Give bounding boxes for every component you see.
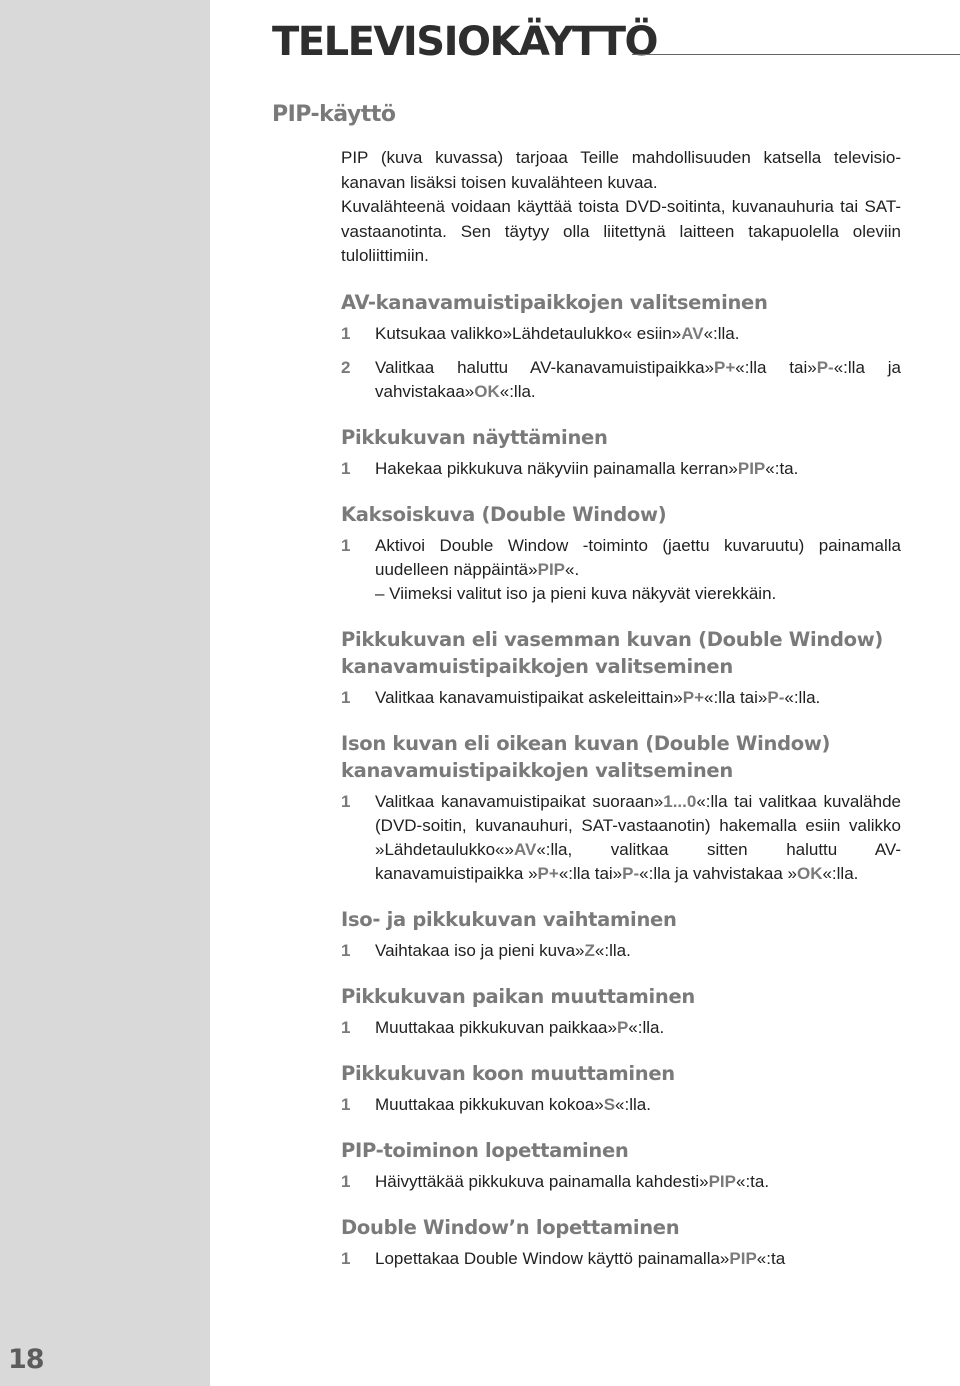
key-label: P-	[767, 687, 785, 707]
section-right-picture-channels	[341, 730, 901, 886]
key-label: PIP	[537, 559, 566, 579]
section-double-window-off	[341, 1214, 901, 1271]
key-label: P+	[713, 357, 736, 377]
step-text: Aktivoi Double Window -toiminto (jaettu kuvaruutu) painamalla uudelleen näppäintä»PIP«. – Viimeksi valitut iso ja pieni kuva näkyvät vierekkäin.	[375, 534, 901, 606]
step	[341, 534, 901, 606]
step	[341, 1170, 901, 1194]
step	[341, 1093, 901, 1117]
key-label: OK	[474, 381, 500, 401]
step-text: Valitkaa kanavamuistipaikat askeleittain»P+«:lla tai»P-«:lla.	[375, 687, 821, 707]
step	[341, 457, 901, 481]
content	[341, 146, 901, 1281]
page-header	[272, 18, 960, 68]
step-text: Valitkaa kanavamuistipaikat suoraan»1...0«:lla tai valitkaa kuvalähde (DVD-soitin, kuvanauhuri, SAT-vastaanotin) hakemalla esiin valikko »Lähdetaulukko«»AV«:lla, valitkaa sitten haluttu AV-kanavamuistipaikka »P+«:lla tai»P-«:lla ja vahvistakaa »OK«:lla.	[375, 791, 901, 883]
step-text: Kutsukaa valikko»Lähdetaulukko« esiin»AV«:lla.	[375, 323, 740, 343]
step	[341, 1016, 901, 1040]
sub-heading: Pikkukuvan eli vasemman kuvan (Double Window) kanavamuistipaikkojen valitseminen	[341, 627, 884, 678]
key-label: 1...0	[663, 791, 697, 811]
section-title: PIP-käyttö	[272, 102, 396, 127]
title-rule	[632, 54, 960, 55]
step-text: Hakekaa pikkukuva näkyviin painamalla kerran»PIP«:ta.	[375, 458, 799, 478]
page-number: 18	[8, 1344, 44, 1375]
step	[341, 939, 901, 963]
step	[341, 322, 901, 346]
sub-heading: Iso- ja pikkukuvan vaihtaminen	[341, 907, 677, 931]
sub-heading: AV-kanavamuistipaikkojen valitseminen	[341, 290, 768, 314]
key-label: P-	[622, 863, 640, 883]
key-label: PIP	[708, 1171, 736, 1191]
page-title: TELEVISIOKÄYTTÖ	[272, 19, 658, 65]
step-text: Vaihtakaa iso ja pieni kuva»Z«:lla.	[375, 940, 631, 960]
side-strip	[0, 0, 210, 1386]
step-number: 1	[341, 458, 351, 478]
step-text: Häivyttäkää pikkukuva painamalla kahdesti»PIP«:ta.	[375, 1171, 770, 1191]
key-label: P-	[816, 357, 834, 377]
sub-heading: PIP-toiminon lopettaminen	[341, 1138, 629, 1162]
sub-heading: Double Window’n lopettaminen	[341, 1215, 680, 1239]
step-number: 1	[341, 535, 351, 555]
key-label: PIP	[729, 1248, 757, 1268]
intro	[341, 146, 901, 269]
step-text: Muuttakaa pikkukuvan kokoa»S«:lla.	[375, 1094, 651, 1114]
step-number: 1	[341, 687, 351, 707]
intro-paragraph: Kuvalähteenä voidaan käyttää toista DVD-soitinta, kuvanauhuria tai SAT-vastaanotinta. Sen täytyy olla liitettynä laitteen takapuolella oleviin tuloliittimiin.	[341, 197, 901, 265]
step-number: 1	[341, 1171, 351, 1191]
section-av-channels	[341, 289, 901, 404]
step-number: 2	[341, 357, 351, 377]
sub-heading: Pikkukuvan paikan muuttaminen	[341, 984, 695, 1008]
step-text: Muuttakaa pikkukuvan paikkaa»P«:lla.	[375, 1017, 665, 1037]
key-label: AV	[681, 323, 704, 343]
step-text: Valitkaa haluttu AV-kanavamuistipaikka»P+«:lla tai»P-«:lla ja vahvistakaa»OK«:lla.	[375, 357, 901, 401]
step	[341, 356, 901, 404]
step-number: 1	[341, 1248, 351, 1268]
step-number: 1	[341, 323, 351, 343]
key-label: S	[603, 1094, 616, 1114]
key-label: AV	[513, 839, 537, 859]
section-swap-pictures	[341, 906, 901, 963]
key-label: P	[616, 1017, 629, 1037]
sub-heading: Ison kuvan eli oikean kuvan (Double Window) kanavamuistipaikkojen valitseminen	[341, 731, 831, 782]
section-left-picture-channels	[341, 626, 901, 710]
step-number: 1	[341, 940, 351, 960]
key-label: PIP	[737, 458, 766, 478]
sub-heading: Pikkukuvan näyttäminen	[341, 425, 608, 449]
key-label: P+	[682, 687, 705, 707]
section-pip-show	[341, 424, 901, 481]
section-pip-position	[341, 983, 901, 1040]
step-text: Lopettakaa Double Window käyttö painamalla»PIP«:ta	[375, 1248, 786, 1268]
step	[341, 686, 901, 710]
step-note: – Viimeksi valitut iso ja pieni kuva näkyvät vierekkäin.	[375, 583, 777, 603]
key-label: OK	[796, 863, 823, 883]
intro-paragraph: PIP (kuva kuvassa) tarjoaa Teille mahdollisuuden katsella televisio- kanavan lisäksi toisen kuvalähteen kuvaa.	[341, 148, 901, 192]
section-double-window	[341, 501, 901, 606]
step	[341, 790, 901, 886]
section-pip-size	[341, 1060, 901, 1117]
key-label: P+	[537, 863, 559, 883]
key-label: Z	[584, 940, 595, 960]
step-number: 1	[341, 1017, 351, 1037]
sub-heading: Pikkukuvan koon muuttaminen	[341, 1061, 675, 1085]
step-number: 1	[341, 1094, 351, 1114]
step-number: 1	[341, 791, 351, 811]
sub-heading: Kaksoiskuva (Double Window)	[341, 502, 667, 526]
section-pip-off	[341, 1137, 901, 1194]
step	[341, 1247, 901, 1271]
